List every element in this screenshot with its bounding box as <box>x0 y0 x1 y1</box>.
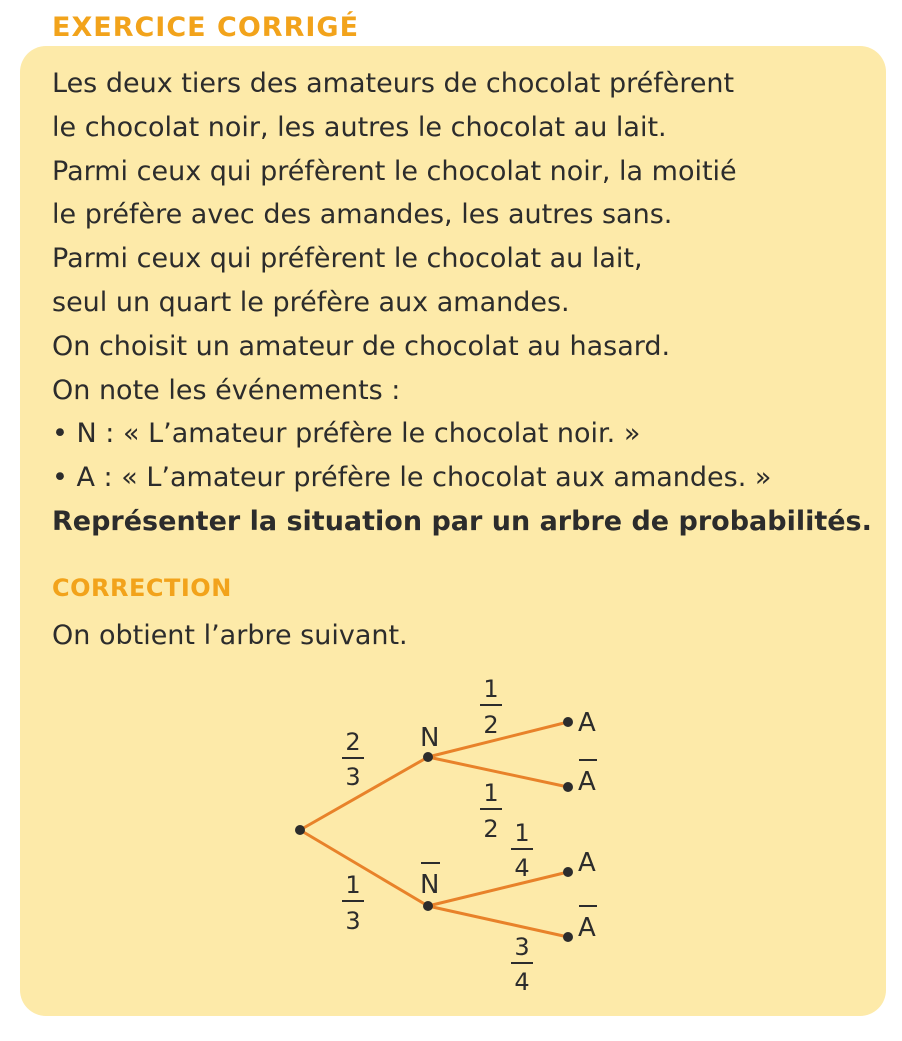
event-a-definition: • A : « L’amateur préfère le chocolat aux amandes. » <box>52 462 772 494</box>
prob-root-nbar-den: 3 <box>345 907 361 935</box>
prob-nbar-abar-den: 4 <box>514 968 530 996</box>
prob-nbar-a-num: 1 <box>514 819 530 847</box>
exercise-title: EXERCICE CORRIGÉ <box>52 12 360 43</box>
statement-line: le chocolat noir, les autres le chocolat au lait. <box>52 111 667 143</box>
prob-root-nbar-num: 1 <box>345 871 361 899</box>
label-a-2: A <box>578 848 596 878</box>
prob-nbar-abar-num: 3 <box>514 933 530 961</box>
statement-line: Parmi ceux qui préfèrent le chocolat au lait, <box>52 243 643 275</box>
node-abar-2 <box>563 932 573 942</box>
statement-line: le préfère avec des amandes, les autres sans. <box>52 199 673 231</box>
statement-line: Parmi ceux qui préfèrent le chocolat noir, la moitié <box>52 155 737 187</box>
prob-root-n-den: 3 <box>345 763 361 791</box>
label-abar-2: A <box>578 913 596 943</box>
node-a-1 <box>563 717 573 727</box>
correction-text: On obtient l’arbre suivant. <box>52 620 408 651</box>
label-a-1: A <box>578 708 596 738</box>
node-n <box>423 752 433 762</box>
node-nbar <box>423 901 433 911</box>
prob-root-n-num: 2 <box>345 728 361 756</box>
prob-root-n <box>342 728 364 791</box>
prob-nbar-a-den: 4 <box>514 854 530 882</box>
prob-nbar-abar <box>511 933 533 996</box>
root-node <box>295 825 305 835</box>
node-a-2 <box>563 867 573 877</box>
prob-n-a-den: 2 <box>483 711 499 739</box>
prob-n-abar-num: 1 <box>483 779 499 807</box>
prob-n-abar-den: 2 <box>483 815 499 843</box>
prob-n-a <box>480 675 502 739</box>
node-abar-1 <box>563 782 573 792</box>
exercise-question: Représenter la situation par un arbre de probabilités. <box>52 505 872 537</box>
branch-root-nbar <box>300 830 428 906</box>
correction-title: CORRECTION <box>52 574 232 602</box>
prob-n-a-num: 1 <box>483 675 499 703</box>
label-n: N <box>420 723 440 753</box>
label-abar-1: A <box>578 767 596 797</box>
statement-line: Les deux tiers des amateurs de chocolat préfèrent <box>52 68 735 99</box>
statement-line: On choisit un amateur de chocolat au hasard. <box>52 330 671 362</box>
prob-n-abar <box>480 779 502 843</box>
prob-root-nbar <box>342 871 364 935</box>
prob-nbar-a <box>511 819 533 882</box>
branch-root-n <box>300 757 428 830</box>
branch-nbar-a <box>428 872 568 906</box>
branch-nbar-abar <box>428 906 568 937</box>
statement-line: On note les événements : <box>52 374 401 406</box>
statement-line: seul un quart le préfère aux amandes. <box>52 286 570 318</box>
label-nbar: N <box>420 870 440 900</box>
event-n-definition: • N : « L’amateur préfère le chocolat noir. » <box>52 418 641 450</box>
